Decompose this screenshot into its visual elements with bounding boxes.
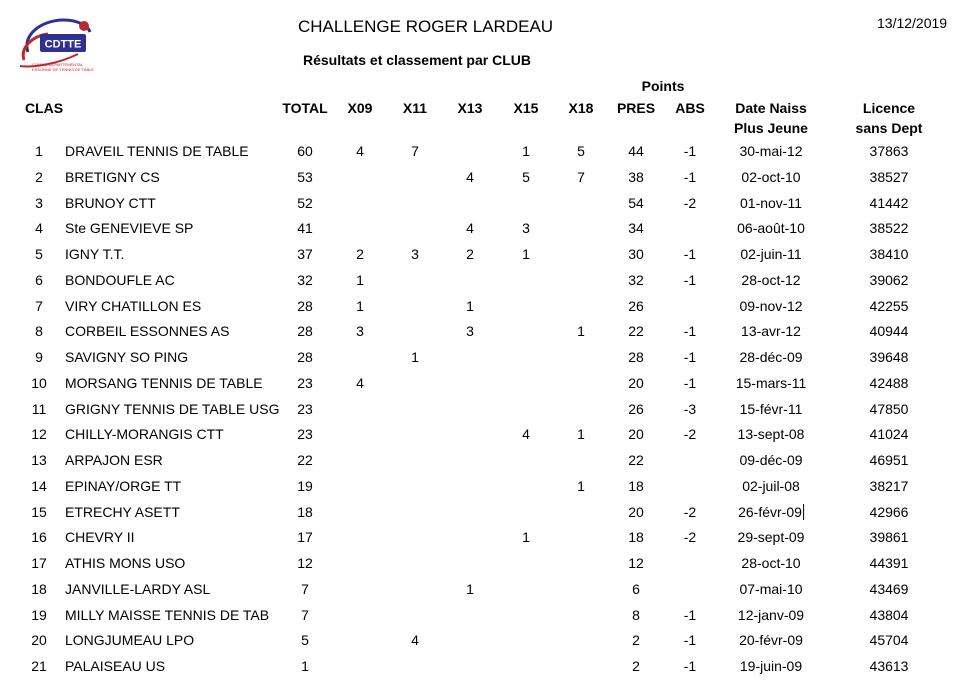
cell-club: JANVILLE-LARDY ASL [65,580,211,597]
cell-club: BONDOUFLE AC [65,271,175,288]
cell-total: 17 [297,529,313,546]
page-title: CHALLENGE ROGER LARDEAU [298,17,554,36]
table-row [0,581,971,601]
cell-total: 23 [297,426,313,443]
cell-abs: -3 [683,400,697,417]
cell-total: 53 [297,168,313,185]
cell-pres: 2 [632,658,640,674]
cell-licence: 46951 [869,452,909,468]
cell-total: 7 [301,606,309,623]
cell-total: 19 [297,477,313,494]
cell-club: CORBEIL ESSONNES AS [65,323,230,340]
cell-date: 13-sept-08 [737,426,805,443]
cell-clas: 5 [35,246,43,262]
cell-date: 09-déc-09 [739,452,803,468]
cell-club: ATHIS MONS USO [65,555,186,571]
cell-abs: -1 [683,606,697,623]
cell-total: 41 [297,220,313,237]
cell-clas: 13 [31,452,47,468]
header-clas: CLAS [25,100,64,116]
cell-club: IGNY T.T. [65,246,125,262]
cell-pres: 20 [628,503,644,520]
cell-x18: 7 [577,168,585,185]
table-row [0,220,971,240]
cell-clas: 6 [35,271,43,288]
cell-date: 13-avr-12 [741,323,801,340]
cell-date: 12-janv-09 [737,606,805,623]
cell-x15: 1 [522,246,530,262]
table-row [0,323,971,343]
cell-clas: 16 [31,529,47,546]
cell-licence: 44391 [869,555,909,571]
table-row [0,426,971,446]
cell-x09: 1 [356,271,364,288]
table-row [0,375,971,395]
cell-pres: 22 [628,323,644,340]
cell-total: 28 [297,323,313,340]
cell-x13: 4 [466,168,474,185]
cell-x11: 7 [411,143,419,159]
cell-licence: 37863 [869,143,909,159]
table-row [0,529,971,549]
cell-total: 7 [301,580,309,597]
cell-x13: 4 [466,220,474,237]
cell-clas: 7 [35,297,43,314]
cell-total: 12 [297,555,313,571]
cell-clas: 15 [31,503,47,520]
cell-licence: 39861 [869,529,909,546]
cell-date: 09-nov-12 [739,297,803,314]
cell-licence: 42488 [869,374,909,391]
cell-club: BRETIGNY CS [65,168,160,185]
cell-total: 32 [297,271,313,288]
cell-pres: 8 [632,606,640,623]
cell-x15: 3 [522,220,530,237]
cell-date: 07-mai-10 [739,580,803,597]
cell-date: 02-juil-08 [742,477,800,494]
cell-x18: 1 [577,477,585,494]
header-abs: ABS [675,100,705,116]
cell-abs: -1 [683,246,697,262]
cell-licence: 42966 [869,503,909,520]
cell-x09: 4 [356,374,364,391]
cell-licence: 38217 [869,477,909,494]
cell-date: 20-févr-09 [739,632,803,649]
cell-date: 28-déc-09 [739,349,803,365]
cell-pres: 18 [628,529,644,546]
cell-total: 28 [297,297,313,314]
text-cursor [803,504,804,520]
cell-abs: -1 [683,658,697,674]
cell-total: 52 [297,194,313,211]
cell-clas: 8 [35,323,43,340]
table-row [0,478,971,498]
cell-date: 28-oct-10 [741,555,801,571]
cell-date: 15-févr-11 [739,400,803,417]
report-date: 13/12/2019 [877,15,948,31]
table-row [0,452,971,472]
cell-date: 01-nov-11 [739,194,803,211]
cell-clas: 14 [31,477,47,494]
cell-total: 22 [297,452,313,468]
header-points-group: Points [641,78,685,94]
cell-pres: 38 [628,168,644,185]
cell-pres: 26 [628,400,644,417]
cell-x11: 1 [411,349,419,365]
cell-date: 30-mai-12 [739,143,803,159]
header-x15: X15 [513,100,539,116]
cell-total: 18 [297,503,313,520]
cell-clas: 11 [31,400,47,417]
cell-club: BRUNOY CTT [65,194,156,211]
cell-club: ARPAJON ESR [65,452,163,468]
header-licence-line2: sans Dept [855,120,923,136]
cell-date: 06-août-10 [737,220,805,237]
cell-pres: 30 [628,246,644,262]
cell-club: VIRY CHATILLON ES [65,297,202,314]
header-date-line1: Date Naiss [735,100,807,116]
cell-total: 5 [301,632,309,649]
table-row [0,555,971,575]
cell-licence: 38527 [869,168,909,185]
cell-x15: 1 [522,143,530,159]
table-row [0,658,971,678]
cell-pres: 20 [628,426,644,443]
header-total: TOTAL [282,100,328,116]
cell-x15: 5 [522,168,530,185]
page-subtitle: Résultats et classement par CLUB [303,52,531,68]
cell-pres: 18 [628,477,644,494]
cell-clas: 12 [31,426,47,443]
cell-licence: 43469 [869,580,909,597]
cell-club: MILLY MAISSE TENNIS DE TAB [65,606,270,623]
cell-date: 28-oct-12 [741,271,801,288]
cell-x09: 2 [356,246,364,262]
cell-clas: 17 [31,555,47,571]
table-row [0,401,971,421]
cell-pres: 32 [628,271,644,288]
cell-date: 02-oct-10 [741,168,801,185]
cell-pres: 20 [628,374,644,391]
cell-clas: 2 [35,168,43,185]
cell-club: PALAISEAU US [65,658,166,674]
header-x13: X13 [457,100,483,116]
cell-x15: 4 [522,426,530,443]
cell-pres: 12 [628,555,644,571]
cell-total: 23 [297,400,313,417]
cell-x18: 1 [577,323,585,340]
cell-club: ETRECHY ASETT [65,503,180,520]
cell-licence: 45704 [869,632,909,649]
header-x09: X09 [347,100,373,116]
cell-club: GRIGNY TENNIS DE TABLE USG [65,400,280,417]
table-row [0,246,971,266]
logo-text: CDTTE [44,38,82,51]
cell-x09: 1 [356,297,364,314]
cell-x13: 3 [466,323,474,340]
cell-pres: 6 [632,580,640,597]
header-pres: PRES [616,100,656,116]
table-row [0,504,971,524]
cell-abs: -1 [683,271,697,288]
cell-clas: 9 [35,349,43,365]
cell-abs: -1 [683,323,697,340]
cell-abs: -1 [683,349,697,365]
cell-abs: -1 [683,143,697,159]
cell-clas: 21 [31,658,47,674]
cell-licence: 41024 [869,426,909,443]
cell-clas: 4 [35,220,43,237]
cell-clas: 3 [35,194,43,211]
cell-licence: 39648 [869,349,909,365]
cell-club: DRAVEIL TENNIS DE TABLE [65,143,249,159]
cell-pres: 44 [628,143,644,159]
table-row [0,349,971,369]
cell-x09: 3 [356,323,364,340]
cell-abs: -2 [683,503,697,520]
table-row [0,298,971,318]
cell-x18: 5 [577,143,585,159]
header-date-line2: Plus Jeune [734,120,808,136]
cell-licence: 42255 [869,297,909,314]
cell-pres: 28 [628,349,644,365]
table-row [0,143,971,163]
cell-total: 28 [297,349,313,365]
cell-licence: 41442 [869,194,909,211]
cell-pres: 22 [628,452,644,468]
cell-abs: -1 [683,632,697,649]
cell-abs: -2 [683,426,697,443]
cell-clas: 1 [35,143,43,159]
cell-total: 23 [297,374,313,391]
cell-abs: -1 [683,168,697,185]
table-row [0,607,971,627]
cell-pres: 54 [628,194,644,211]
cell-x11: 3 [411,246,419,262]
header-x11: X11 [402,100,428,116]
cell-x13: 1 [466,580,474,597]
cell-abs: -2 [683,194,697,211]
cell-date: 19-juin-09 [739,658,803,674]
cell-x13: 2 [466,246,474,262]
cell-clas: 10 [31,374,47,391]
header-x18: X18 [568,100,594,116]
cell-x18: 1 [577,426,585,443]
cell-abs: -1 [683,374,697,391]
cell-club: LONGJUMEAU LPO [65,632,195,649]
cell-date: 26-févr-09 [738,503,802,520]
cell-licence: 43613 [869,658,909,674]
cell-pres: 26 [628,297,644,314]
cell-licence: 43804 [869,606,909,623]
cell-licence: 47850 [869,400,909,417]
cell-club: CHEVRY II [65,529,135,546]
cell-club: Ste GENEVIEVE SP [65,220,194,237]
cell-pres: 2 [632,632,640,649]
logo-subtitle: COMITE DEPARTEMENTAL ESSONNE DE TENNIS DE TABLE [32,62,95,72]
cell-licence: 39062 [869,271,909,288]
cell-club: SAVIGNY SO PING [65,349,189,365]
cell-licence: 38522 [869,220,909,237]
cell-club: EPINAY/ORGE TT [65,477,182,494]
table-row [0,632,971,652]
cell-club: CHILLY-MORANGIS CTT [65,426,224,443]
cell-total: 1 [301,658,309,674]
cell-x13: 1 [466,297,474,314]
cell-clas: 18 [31,580,47,597]
cell-licence: 38410 [869,246,909,262]
cell-licence: 40944 [869,323,909,340]
cell-clas: 20 [31,632,47,649]
cell-date: 02-juin-11 [740,246,802,262]
header-licence-line1: Licence [862,100,916,116]
cell-club: MORSANG TENNIS DE TABLE [65,374,263,391]
cell-x11: 4 [411,632,419,649]
cell-pres: 34 [628,220,644,237]
cell-abs: -2 [683,529,697,546]
cell-total: 60 [297,143,313,159]
cell-date: 29-sept-09 [737,529,805,546]
cell-clas: 19 [31,606,47,623]
table-row [0,195,971,215]
cell-total: 37 [297,246,313,262]
table-row [0,169,971,189]
table-row [0,272,971,292]
cell-date: 15-mars-11 [735,374,807,391]
cell-x15: 1 [522,529,530,546]
cell-x09: 4 [356,143,364,159]
